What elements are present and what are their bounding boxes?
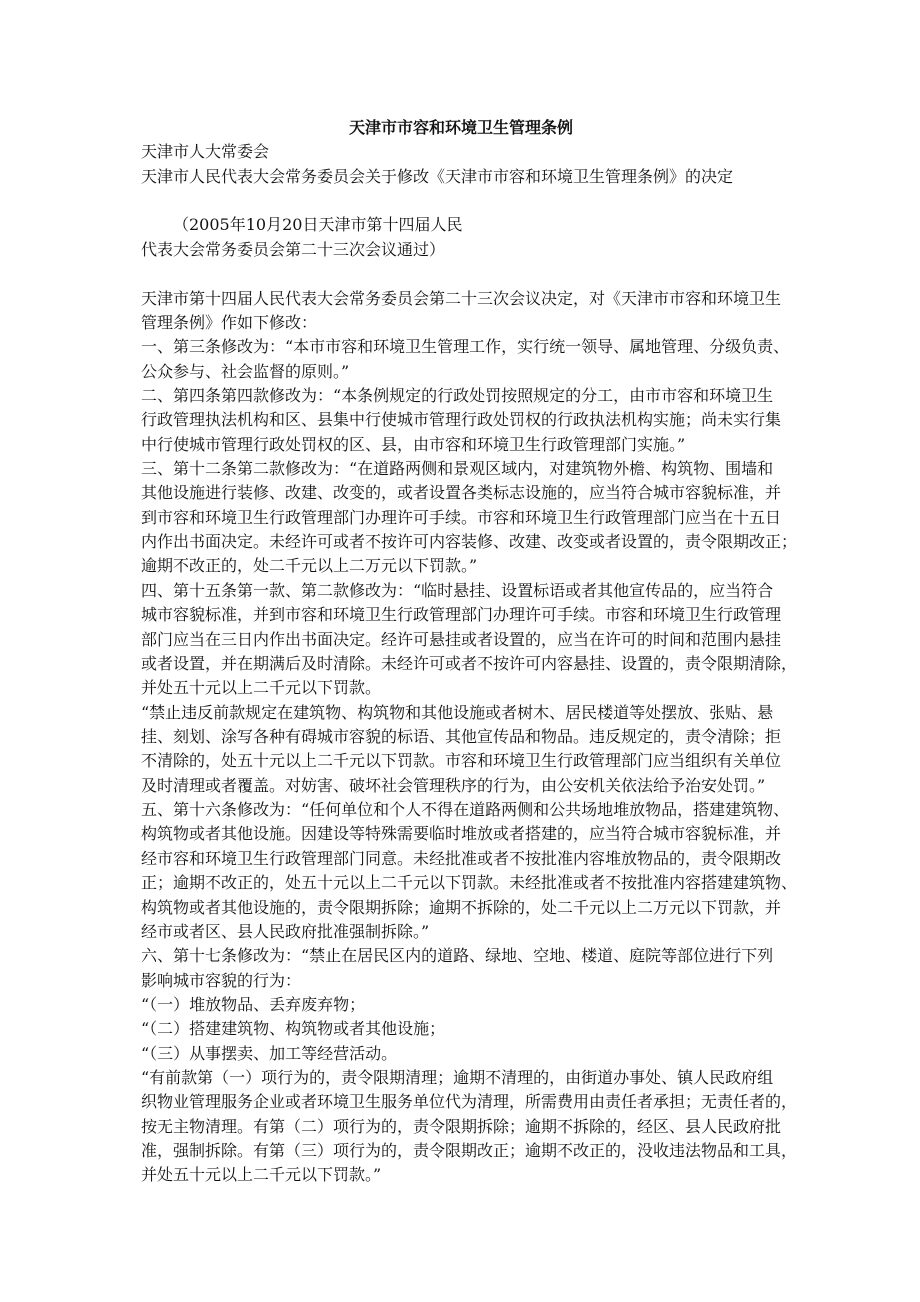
issuer: 天津市人大常委会	[141, 142, 270, 162]
body-line: 按无主物清理。有第（二）项行为的，责令限期拆除；逾期不拆除的，经区、县人民政府批	[141, 1116, 782, 1136]
body-line: 构筑物或者其他设施的，责令限期拆除；逾期不拆除的，处二千元以上二万元以下罚款，并	[141, 897, 782, 917]
blank-line	[141, 262, 801, 286]
body-line: 五、第十六条修改为：“任何单位和个人不得在道路两侧和公共场地堆放物品，搭建建筑物、	[141, 800, 790, 820]
body-line: “（二）搭建建筑物、构筑物或者其他设施；	[141, 1019, 446, 1039]
body-line: 天津市第十四届人民代表大会常务委员会第二十三次会议决定，对《天津市市容和环境卫生	[141, 288, 782, 308]
body-line: “禁止违反前款规定在建筑物、构筑物和其他设施或者树木、居民楼道等处摆放、张贴、悬	[141, 702, 774, 722]
body-line: 并处五十元以上二千元以下罚款。”	[141, 1165, 382, 1185]
body-line: 三、第十二条第二款修改为：“在道路两侧和景观区域内，对建筑物外檐、构筑物、围墙和	[141, 459, 774, 479]
body-line: 挂、刻划、涂写各种有碍城市容貌的标语、其他宣传品和物品。违反规定的，责令清除；拒	[141, 726, 782, 746]
body-line: 准，强制拆除。有第（三）项行为的，责令限期改正；逾期不改正的，没收违法物品和工具，	[141, 1141, 798, 1161]
body-line: 行政管理执法机构和区、县集中行使城市管理行政处罚权的行政执法机构实施；尚未实行集	[141, 410, 782, 430]
body-line: 部门应当在三日内作出书面决定。经许可悬挂或者设置的，应当在许可的时间和范围内悬挂	[141, 629, 782, 649]
adoption-note: 代表大会常务委员会第二十三次会议通过）	[141, 239, 446, 259]
decision-title: 天津市人民代表大会常务委员会关于修改《天津市市容和环境卫生管理条例》的决定	[141, 166, 734, 186]
body-line: “有前款第（一）项行为的，责令限期清理；逾期不清理的，由街道办事处、镇人民政府组	[141, 1068, 774, 1088]
body-line: 管理条例》作如下修改：	[141, 312, 318, 332]
body-line: 其他设施进行装修、改建、改变的，或者设置各类标志设施的，应当符合城市容貌标准，并	[141, 483, 782, 503]
body-line: 构筑物或者其他设施。因建设等特殊需要临时堆放或者搭建的，应当符合城市容貌标准，并	[141, 824, 782, 844]
body-line: 四、第十五条第一款、第二款修改为：“临时悬挂、设置标语或者其他宣传品的，应当符合	[141, 580, 774, 600]
body-line: “（三）从事摆卖、加工等经营活动。	[141, 1043, 398, 1063]
body-line: 并处五十元以上二千元以下罚款。	[141, 678, 382, 698]
body-line: 织物业管理服务企业或者环境卫生服务单位代为清理，所需费用由责任者承担；无责任者的，	[141, 1092, 798, 1112]
body-line: 到市容和环境卫生行政管理部门办理许可手续。市容和环境卫生行政管理部门应当在十五日	[141, 507, 782, 527]
body-line: 影响城市容貌的行为：	[141, 970, 302, 990]
document-body	[141, 287, 801, 1188]
body-line: 公众参与、社会监督的原则。”	[141, 361, 350, 381]
body-line: 逾期不改正的，处二千元以上二万元以下罚款。”	[141, 556, 478, 576]
body-line: 城市容貌标准，并到市容和环境卫生行政管理部门办理许可手续。市容和环境卫生行政管理	[141, 605, 782, 625]
body-line: 正；逾期不改正的，处五十元以上二千元以下罚款。未经批准或者不按批准内容搭建建筑物、	[141, 873, 798, 893]
body-line: “（一）堆放物品、丢弃废弃物；	[141, 994, 366, 1014]
body-line: 六、第十七条修改为：“禁止在居民区内的道路、绿地、空地、楼道、庭院等部位进行下列	[141, 946, 774, 966]
body-line: 不清除的，处五十元以上二千元以下罚款。市容和环境卫生行政管理部门应当组织有关单位	[141, 751, 782, 771]
body-line: 一、第三条修改为：“本市市容和环境卫生管理工作，实行统一领导、属地管理、分级负责、	[141, 337, 790, 357]
body-line: 经市或者区、县人民政府批准强制拆除。”	[141, 921, 430, 941]
body-line: 二、第四条第四款修改为：“本条例规定的行政处罚按照规定的分工，由市市容和环境卫生	[141, 385, 774, 405]
adoption-note: （2005年10月20日天津市第十四届人民	[173, 215, 463, 235]
document	[141, 116, 801, 1188]
blank-line	[141, 189, 801, 213]
body-line: 中行使城市管理行政处罚权的区、县，由市容和环境卫生行政管理部门实施。”	[141, 434, 686, 454]
body-line: 内作出书面决定。未经许可或者不按许可内容装修、改建、改变或者设置的，责令限期改正；	[141, 532, 798, 552]
body-line: 经市容和环境卫生行政管理部门同意。未经批准或者不按批准内容堆放物品的，责令限期改	[141, 848, 782, 868]
document-title: 天津市市容和环境卫生管理条例	[348, 118, 573, 137]
body-line: 或者设置，并在期满后及时清除。未经许可或者不按许可内容悬挂、设置的，责令限期清除，	[141, 653, 798, 673]
body-line: 及时清理或者覆盖。对妨害、破坏社会管理秩序的行为，由公安机关依法给予治安处罚。”	[141, 775, 766, 795]
